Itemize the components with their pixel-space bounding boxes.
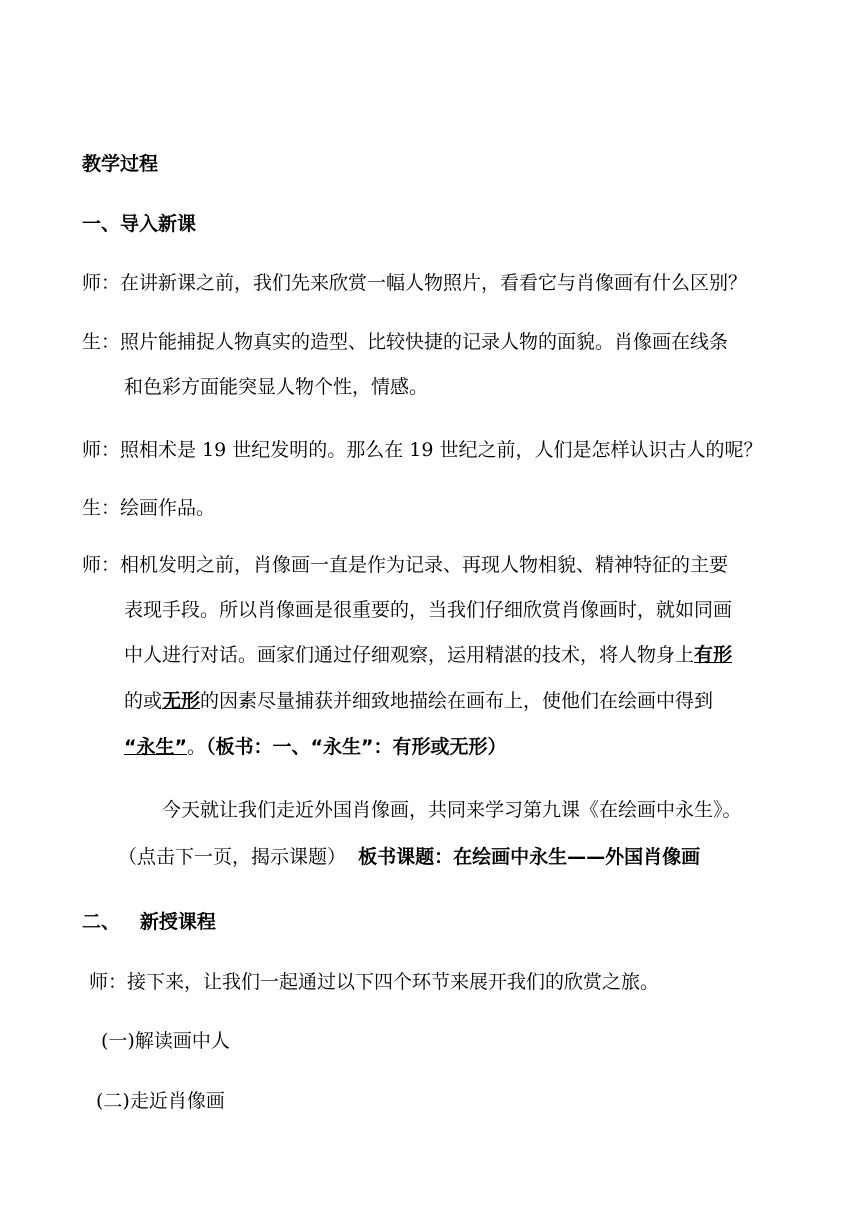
list-item-2: (二)走近肖像画 — [96, 1090, 225, 1112]
list-item-1: (一)解读画中人 — [101, 1030, 230, 1052]
paragraph-teacher-3-line5 — [124, 733, 506, 761]
board-note-1: （板书：一、“永生”：有形或无形） — [206, 736, 507, 758]
keyword-tangible: 有形 — [694, 644, 733, 666]
section-title-2 — [82, 908, 216, 936]
paragraph-teacher-4: 师：接下来，让我们一起通过以下四个环节来展开我们的欣赏之旅。 — [89, 971, 660, 993]
board-title: 板书课题：在绘画中永生——外国肖像画 — [358, 846, 701, 868]
paragraph-teacher-3-line4 — [124, 687, 713, 715]
section-title-1: 一、导入新课 — [82, 213, 197, 235]
paragraph-student-1-line1: 生：照片能捕捉人物真实的造型、比较快捷的记录人物的面貌。肖像画在线条 — [82, 331, 729, 353]
keyword-immortal: “永生” — [124, 736, 187, 758]
paragraph-student-2: 生：绘画作品。 — [82, 497, 216, 519]
paragraph-intro-line1: 今天就让我们走近外国肖像画，共同来学习第九课《在绘画中永生》。 — [162, 799, 742, 821]
section-number: 二、 — [82, 911, 121, 933]
paragraph-student-1-line2: 和色彩方面能突显人物个性，情感。 — [124, 376, 429, 398]
text-span: 中人进行对话。画家们通过仔细观察，运用精湛的技术，将人物身上 — [124, 644, 695, 666]
text-span: （点击下一页，揭示课题） — [118, 846, 347, 868]
paragraph-teacher-1: 师：在讲新课之前，我们先来欣赏一幅人物照片，看看它与肖像画有什么区别？ — [82, 272, 748, 294]
page-heading: 教学过程 — [82, 153, 159, 175]
text-span: 。 — [186, 736, 206, 758]
keyword-intangible: 无形 — [162, 690, 201, 712]
text-span: 的或 — [124, 690, 163, 712]
paragraph-teacher-2: 师：照相术是 19 世纪发明的。那么在 19 世纪之前，人们是怎样认识古人的呢？ — [82, 439, 763, 461]
paragraph-teacher-3-line1: 师：相机发明之前，肖像画一直是作为记录、再现人物相貌、精神特征的主要 — [82, 554, 729, 576]
section-title-text: 新授课程 — [139, 911, 216, 933]
text-span: 的因素尽量捕获并细致地描绘在画布上，使他们在绘画中得到 — [200, 690, 714, 712]
paragraph-intro-line2 — [118, 843, 700, 871]
paragraph-teacher-3-line3 — [124, 641, 732, 669]
paragraph-teacher-3-line2: 表现手段。所以肖像画是很重要的，当我们仔细欣赏肖像画时，就如同画 — [124, 599, 733, 621]
